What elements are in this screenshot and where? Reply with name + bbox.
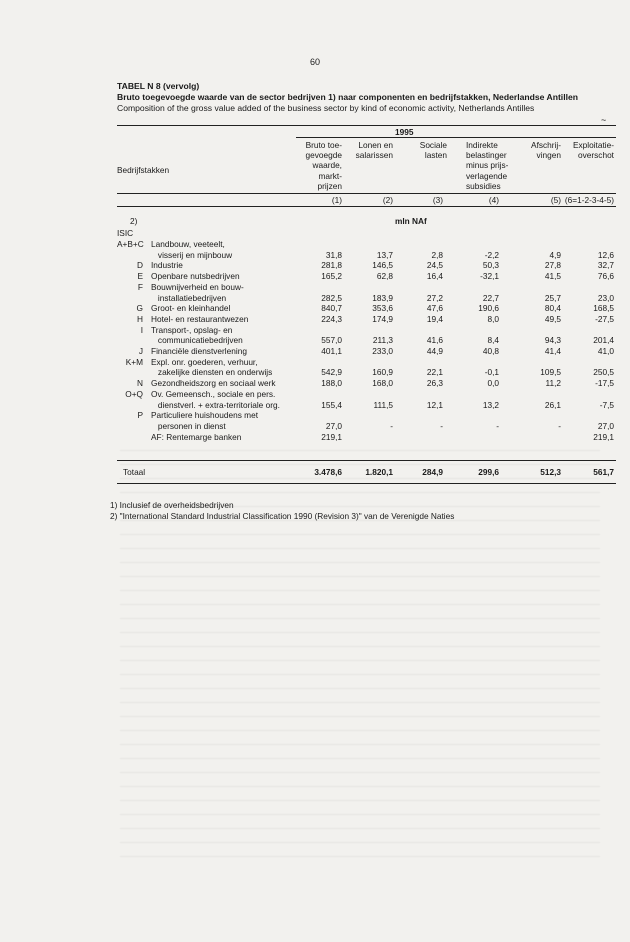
cell-value: 190,6 <box>478 303 499 314</box>
cell-value: 41,6 <box>426 335 443 346</box>
industry-label: Landbouw, veeteelt, <box>151 239 225 249</box>
table-top-rule <box>117 125 616 126</box>
cell-value: 94,3 <box>544 335 561 346</box>
table-row <box>0 293 630 304</box>
cell-value: -27,5 <box>595 313 614 324</box>
title-dutch: Bruto toegevoegde waarde van de sector bedrijven 1) naar componenten en bedrijfstakken, Nederlandse Antillen <box>117 92 578 102</box>
page-number: 60 <box>309 57 320 67</box>
header-mid-rule <box>117 193 616 194</box>
total-value: 1.820,1 <box>365 467 393 477</box>
total-value: 512,3 <box>540 467 561 477</box>
cell-value: 2,8 <box>431 249 443 260</box>
cell-value: 50,3 <box>482 260 499 271</box>
total-row <box>0 467 630 478</box>
cell-value: 155,4 <box>321 399 342 410</box>
industry-label: Groot- en kleinhandel <box>151 303 231 314</box>
industry-label: installatiebedrijven <box>151 292 227 303</box>
industry-label: Industrie <box>151 260 183 271</box>
total-value: 299,6 <box>478 467 499 477</box>
cell-value: 49,5 <box>544 313 561 324</box>
cell-value: 183,9 <box>372 292 393 303</box>
table-row <box>0 325 630 336</box>
cell-value: 32,7 <box>597 260 614 271</box>
cell-value: -17,5 <box>595 378 614 389</box>
cell-value: 31,8 <box>325 249 342 260</box>
isic-code: A+B+C <box>117 239 144 249</box>
col-header-1: Bruto toe- gevoegde waarde, markt- prijzen <box>305 140 342 191</box>
year-rule <box>296 137 616 138</box>
industry-label: zakelijke diensten en onderwijs <box>151 367 273 378</box>
isic-code: H <box>137 313 143 324</box>
col-header-6: Exploitatie- overschot <box>572 140 614 161</box>
cell-value: 47,6 <box>426 303 443 314</box>
cell-value: 219,1 <box>321 431 342 442</box>
cell-value: 165,2 <box>321 271 342 282</box>
cell-value: 26,3 <box>426 378 443 389</box>
industry-label: Bouwnijverheid en bouw- <box>151 281 244 292</box>
table-row <box>0 314 630 325</box>
cell-value: 353,6 <box>372 303 393 314</box>
cell-value: 401,1 <box>321 346 342 356</box>
cell-value: 22,1 <box>426 367 443 378</box>
isic-code: G <box>136 303 143 314</box>
cell-value: -32,1 <box>480 271 499 282</box>
cell-value: -2,2 <box>484 249 499 260</box>
industry-label: dienstverl. + extra-territoriale org. <box>151 399 280 410</box>
cell-value: 12,1 <box>426 399 443 410</box>
industry-label: Transport-, opslag- en <box>151 324 233 335</box>
cell-value: 62,8 <box>376 271 393 282</box>
cell-value: 27,0 <box>325 420 342 431</box>
cell-value: 11,2 <box>545 378 561 389</box>
cell-value: 201,4 <box>593 335 614 346</box>
table-row <box>0 432 630 443</box>
col-header-4: Indirekte belastinger minus prijs- verlagende subsidies <box>466 140 509 191</box>
cell-value: 41,0 <box>597 346 614 356</box>
cell-value: 76,6 <box>597 271 614 282</box>
unit-footnote-ref: 2) <box>130 216 138 226</box>
industry-label: communicatiebedrijven <box>151 335 243 346</box>
industry-label: Particuliere huishoudens met <box>151 410 258 421</box>
cell-value: 840,7 <box>321 303 342 314</box>
cell-value: 80,4 <box>544 303 561 314</box>
cell-value: 27,2 <box>426 292 443 303</box>
table-row <box>0 282 630 293</box>
isic-code: N <box>137 378 143 389</box>
col-num-2: (2) <box>382 195 393 205</box>
cell-value: 219,1 <box>593 431 614 442</box>
cell-value: 168,5 <box>593 303 614 314</box>
cell-value: 16,4 <box>426 271 443 282</box>
industry-label: Financiële dienstverlening <box>151 346 247 356</box>
cell-value: 27,8 <box>544 260 561 271</box>
year-header: 1995 <box>395 127 414 137</box>
isic-code: E <box>137 271 143 282</box>
cell-value: 281,8 <box>321 260 342 271</box>
table-row <box>0 378 630 389</box>
cell-value: 282,5 <box>321 292 342 303</box>
isic-code: I <box>140 324 143 335</box>
cell-value: 250,5 <box>593 367 614 378</box>
isic-code: D <box>137 260 143 271</box>
cell-value: 44,9 <box>426 346 443 356</box>
cell-value: 19,4 <box>426 313 443 324</box>
col-header-3: Sociale lasten <box>419 140 447 161</box>
cell-value: 26,1 <box>544 399 561 410</box>
title-english: Composition of the gross value added of the business sector by kind of economic activity, Netherlands Antilles <box>117 103 535 113</box>
cell-value: 12,6 <box>597 249 614 260</box>
industry-label: Openbare nutsbedrijven <box>151 271 240 282</box>
cell-value: - <box>558 420 561 431</box>
row-header: Bedrijfstakken <box>117 165 170 175</box>
footnote-1: 1) Inclusief de overheidsbedrijven <box>110 500 234 510</box>
cell-value: 4,9 <box>549 249 561 260</box>
cell-value: 224,3 <box>321 313 342 324</box>
table-row <box>0 303 630 314</box>
table-row <box>0 389 630 400</box>
table-row <box>0 357 630 368</box>
table-row <box>0 400 630 411</box>
cell-value: 27,0 <box>597 420 614 431</box>
table-row <box>0 250 630 261</box>
table-row <box>0 260 630 271</box>
total-value: 3.478,6 <box>314 467 342 477</box>
cell-value: 8,4 <box>487 335 499 346</box>
col-num-3: (3) <box>432 195 443 205</box>
isic-code: O+Q <box>125 388 143 399</box>
table-row <box>0 410 630 421</box>
cell-value: 13,7 <box>376 249 393 260</box>
cell-value: 25,7 <box>544 292 561 303</box>
cell-value: 41,4 <box>544 346 561 356</box>
cell-value: 188,0 <box>321 378 342 389</box>
total-value: 561,7 <box>593 467 614 477</box>
industry-label: Ov. Gemeensch., sociale en pers. <box>151 388 276 399</box>
unit-label: mln NAf <box>395 216 427 226</box>
industry-label: Expl. onr. goederen, verhuur, <box>151 356 258 367</box>
isic-code: J <box>138 346 143 356</box>
col-num-6: (6=1-2-3-4-5) <box>564 195 614 205</box>
cell-value: 233,0 <box>372 346 393 356</box>
industry-label: AF: Rentemarge banken <box>151 431 242 442</box>
cell-value: 557,0 <box>321 335 342 346</box>
cell-value: 0,0 <box>487 378 499 389</box>
cell-value: 24,5 <box>426 260 443 271</box>
col-header-2: Lonen en salarissen <box>355 140 393 161</box>
page-mark: ~ <box>601 115 607 125</box>
cell-value: 109,5 <box>540 367 561 378</box>
cell-value: 40,8 <box>482 346 499 356</box>
cell-value: 174,9 <box>372 313 393 324</box>
footnote-2: 2) "International Standard Industrial Classification 1990 (Revision 3)" van de Verenigde Naties <box>110 511 455 521</box>
total-top-rule <box>117 460 616 461</box>
isic-label: ISIC <box>117 228 134 238</box>
cell-value: 8,0 <box>487 313 499 324</box>
cell-value: - <box>496 420 499 431</box>
cell-value: 13,2 <box>482 399 499 410</box>
cell-value: 168,0 <box>372 378 393 389</box>
cell-value: 160,9 <box>372 367 393 378</box>
table-row <box>0 271 630 282</box>
cell-value: 22,7 <box>482 292 499 303</box>
cell-value: -0,1 <box>484 367 499 378</box>
col-num-4: (4) <box>488 195 499 205</box>
cell-value: -7,5 <box>599 399 614 410</box>
cell-value: 542,9 <box>321 367 342 378</box>
col-num-1: (1) <box>331 195 342 205</box>
cell-value: 23,0 <box>597 292 614 303</box>
col-num-5: (5) <box>550 195 561 205</box>
isic-code: F <box>137 281 143 292</box>
table-row <box>0 335 630 346</box>
table-bottom-rule <box>117 483 616 484</box>
isic-code: K+M <box>125 356 143 367</box>
cell-value: - <box>440 420 443 431</box>
table-id: TABEL N 8 (vervolg) <box>117 81 200 91</box>
table-header <box>117 81 578 114</box>
table-row <box>0 367 630 378</box>
table-row <box>0 346 630 357</box>
industry-label: Hotel- en restaurantwezen <box>151 313 249 324</box>
industry-label: visserij en mijnbouw <box>151 249 233 260</box>
total-value: 284,9 <box>422 467 443 477</box>
table-row <box>0 421 630 432</box>
table-row <box>0 239 630 250</box>
isic-code: P <box>137 410 143 421</box>
industry-label: Gezondheidszorg en sociaal werk <box>151 378 276 389</box>
industry-label: personen in dienst <box>151 420 226 431</box>
header-bottom-rule <box>117 206 616 207</box>
cell-value: 211,3 <box>372 335 393 346</box>
cell-value: 111,5 <box>373 399 393 410</box>
cell-value: 41,5 <box>544 271 561 282</box>
col-header-5: Afschrij- vingen <box>531 140 561 161</box>
cell-value: 146,5 <box>372 260 393 271</box>
cell-value: - <box>390 420 393 431</box>
total-label: Totaal <box>123 467 146 477</box>
